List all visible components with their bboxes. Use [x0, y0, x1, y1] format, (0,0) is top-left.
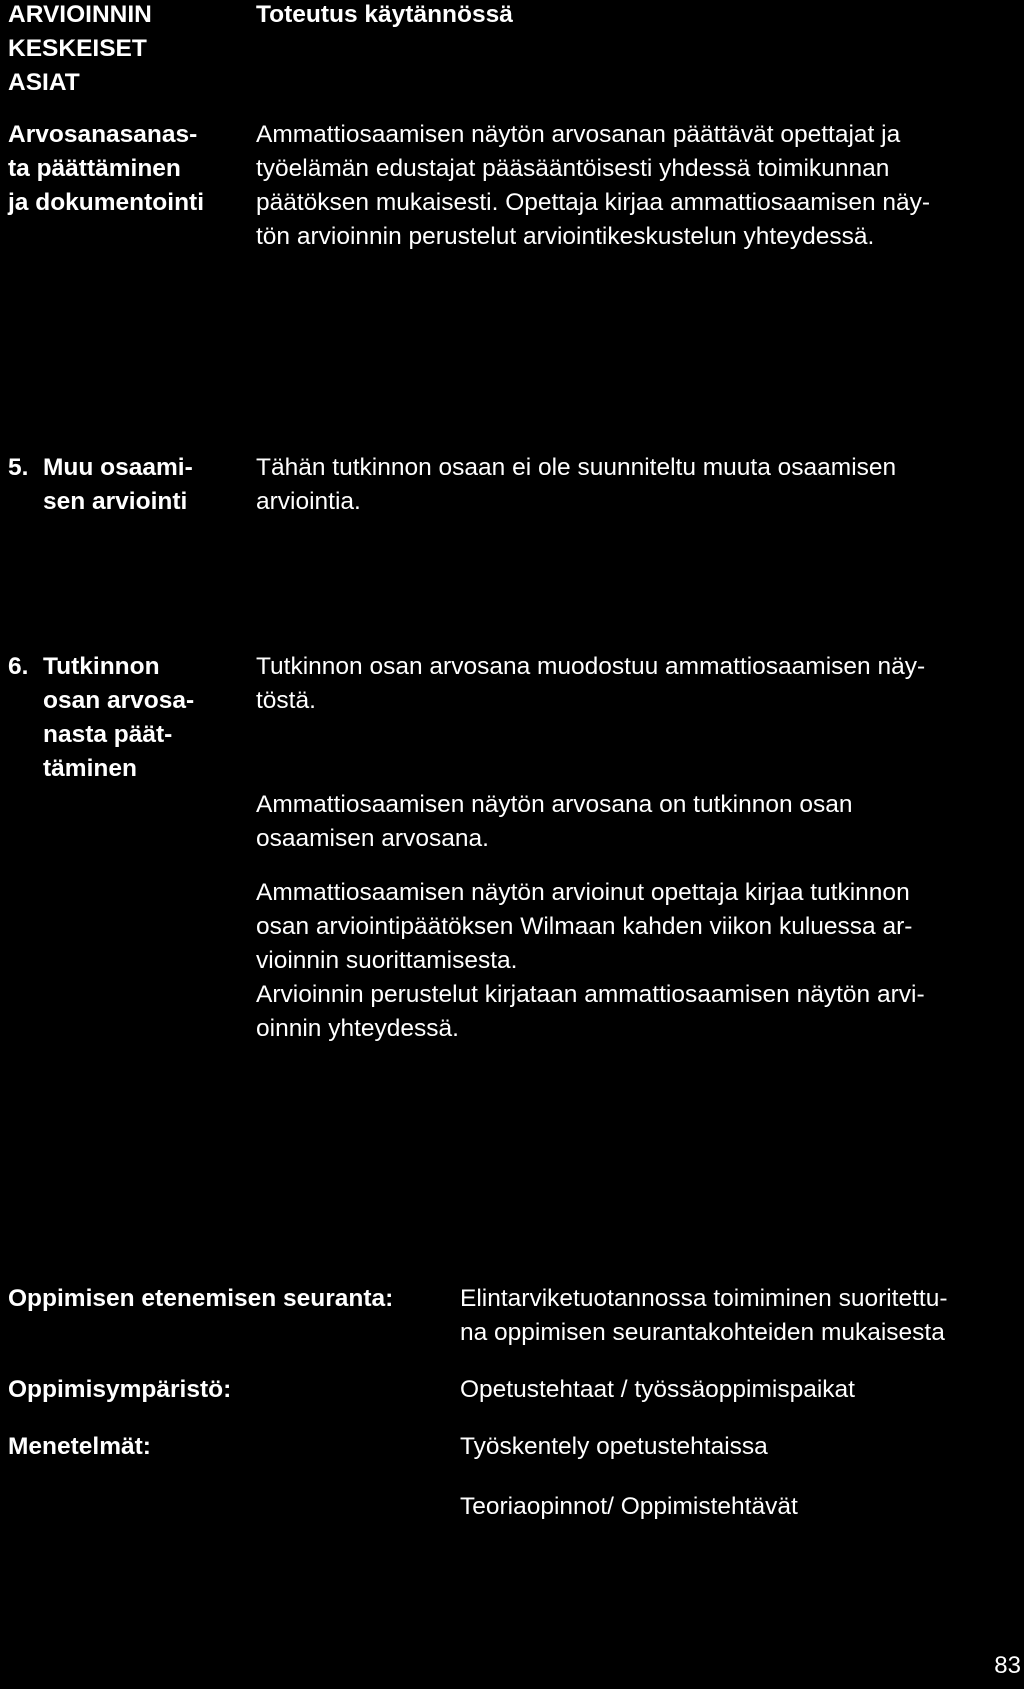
header-right: Toteutus käytännössä	[256, 1, 513, 28]
info-value-teoriaopinnot: Teoriaopinnot/ Oppimistehtävät	[460, 1493, 798, 1520]
row6-p2-line-1: Ammattiosaamisen näytön arvosana on tutkinnon osan	[256, 791, 853, 818]
page-number: 83	[994, 1652, 1021, 1679]
header-left-line-3: ASIAT	[8, 69, 80, 96]
row6-p3-line-1: Ammattiosaamisen näytön arvioinut opettaja kirjaa tutkinnon	[256, 879, 910, 906]
row6-p3-line-2: osan arviointipäätöksen Wilmaan kahden viikon kuluessa ar-	[256, 913, 913, 940]
row6-p3-line-3: vioinnin suorittamisesta.	[256, 947, 518, 974]
row6-p3-line-4: Arvioinnin perustelut kirjataan ammattiosaamisen näytön arvi-	[256, 981, 925, 1008]
row1-text-line-4: tön arvioinnin perustelut arviointikeskustelun yhteydessä.	[256, 223, 875, 250]
info-value-seuranta-line-2: na oppimisen seurantakohteiden mukaisesta	[460, 1319, 945, 1346]
info-label-oppimisymparisto: Oppimisympäristö:	[8, 1376, 232, 1403]
row1-text-line-3: päätöksen mukaisesti. Opettaja kirjaa ammattiosaamisen näy-	[256, 189, 931, 216]
row6-label-line-2: osan arvosa-	[43, 687, 195, 714]
row6-label-line-3: nasta päät-	[43, 721, 173, 748]
row1-label-line-3: ja dokumentointi	[8, 189, 204, 216]
row6-p1-line-2: töstä.	[256, 687, 316, 714]
info-label-menetelmat: Menetelmät:	[8, 1433, 151, 1460]
row5-label-line-2: sen arviointi	[43, 488, 188, 515]
row6-label-line-1: Tutkinnon	[43, 653, 160, 680]
info-label-seuranta: Oppimisen etenemisen seuranta:	[8, 1285, 394, 1312]
row5-text-line-1: Tähän tutkinnon osaan ei ole suunniteltu muuta osaamisen	[256, 454, 897, 481]
header-left-line-2: KESKEISET	[8, 35, 147, 62]
row6-p1-line-1: Tutkinnon osan arvosana muodostuu ammattiosaamisen näy-	[256, 653, 926, 680]
row1-label-line-1: Arvosanasanas-	[8, 121, 198, 148]
row1-label-line-2: ta päättäminen	[8, 155, 181, 182]
info-value-oppimisymparisto: Opetustehtaat / työssäoppimispaikat	[460, 1376, 855, 1403]
row5-text-line-2: arviointia.	[256, 488, 361, 515]
row1-text-line-2: työelämän edustajat pääsääntöisesti yhdessä toimikunnan	[256, 155, 890, 182]
info-value-menetelmat: Työskentely opetustehtaissa	[460, 1433, 768, 1460]
row6-label-line-4: täminen	[43, 755, 137, 782]
row6-number: 6.	[8, 653, 29, 680]
row6-p2-line-2: osaamisen arvosana.	[256, 825, 489, 852]
header-left-line-1: ARVIOINNIN	[8, 1, 152, 28]
row6-p3-line-5: oinnin yhteydessä.	[256, 1015, 459, 1042]
row5-number: 5.	[8, 454, 29, 481]
row5-label-line-1: Muu osaami-	[43, 454, 193, 481]
row1-text-line-1: Ammattiosaamisen näytön arvosanan päättävät opettajat ja	[256, 121, 901, 148]
info-value-seuranta-line-1: Elintarviketuotannossa toimiminen suoritettu-	[460, 1285, 948, 1312]
